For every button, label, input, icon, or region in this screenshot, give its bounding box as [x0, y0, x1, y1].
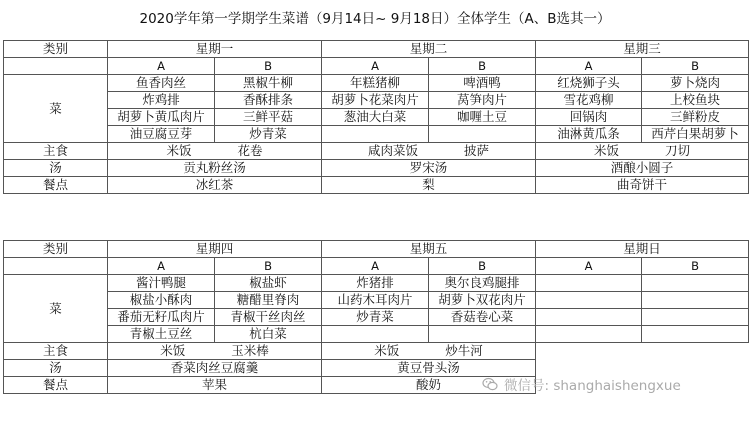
dish-cell: 炒青菜 [215, 126, 322, 143]
dish-cell: 年糕猪柳 [322, 75, 429, 92]
day-header-tuesday: 星期二 [322, 41, 536, 58]
dish-cell: 黑椒牛柳 [215, 75, 322, 92]
dish-cell [536, 326, 642, 343]
option-b-header: B [215, 58, 322, 75]
wechat-icon [482, 376, 498, 392]
dish-cell: 萝卜烧肉 [642, 75, 749, 92]
category-header: 类别 [4, 41, 108, 58]
dish-cell: 山药木耳肉片 [322, 292, 429, 309]
dish-cell: 青椒土豆丝 [108, 326, 215, 343]
option-a-header: A [322, 258, 429, 275]
dish-cell: 三鲜粉皮 [642, 109, 749, 126]
snack-cell: 曲奇饼干 [536, 177, 749, 194]
snack-cell: 苹果 [108, 377, 322, 394]
category-header: 类别 [4, 241, 108, 258]
dish-cell: 西芹白果胡萝卜 [642, 126, 749, 143]
staple-category-label: 主食 [4, 143, 108, 160]
dish-cell: 油淋黄瓜条 [536, 126, 642, 143]
option-a-header: A [322, 58, 429, 75]
staple-item: 炒牛河 [445, 343, 483, 358]
dish-cell: 胡萝卜花菜肉片 [322, 92, 429, 109]
menu-table-thu-sun [3, 240, 749, 394]
snack-row [4, 177, 749, 194]
category-blank-cell [4, 58, 108, 75]
dish-row [4, 292, 749, 309]
category-blank-cell [4, 258, 108, 275]
menu-title: 2020学年第一学期学生菜谱（9月14日~ 9月18日）全体学生（A、B选其一） [139, 11, 611, 27]
day-header-sunday: 星期日 [536, 241, 749, 258]
soup-category-label: 汤 [4, 360, 108, 377]
option-a-header: A [108, 58, 215, 75]
day-header-monday: 星期一 [108, 41, 322, 58]
dish-cell: 回锅肉 [536, 109, 642, 126]
dish-cell [536, 275, 642, 292]
dish-row [4, 326, 749, 343]
dish-cell: 椒盐虾 [215, 275, 322, 292]
menu-table-mon-wed [3, 40, 749, 194]
staple-item: 刀切 [665, 143, 691, 158]
ab-header-row [4, 258, 749, 275]
dish-cell: 炒青菜 [322, 309, 429, 326]
watermark-text: 微信号: shanghaishengxue [504, 378, 681, 394]
staple-row [4, 143, 749, 160]
staple-item: 米饭 [374, 343, 400, 358]
dish-cell: 香酥排条 [215, 92, 322, 109]
option-a-header: A [108, 258, 215, 275]
staple-row [4, 343, 749, 360]
dishes-category-label: 菜 [4, 275, 108, 343]
option-b-header: B [642, 258, 749, 275]
dish-cell: 香菇卷心菜 [429, 309, 536, 326]
dish-cell: 啤酒鸭 [429, 75, 536, 92]
day-header-wednesday: 星期三 [536, 41, 749, 58]
snack-cell: 梨 [322, 177, 536, 194]
snack-cell: 酸奶 [322, 377, 536, 394]
dish-cell: 雪花鸡柳 [536, 92, 642, 109]
dish-cell [322, 326, 429, 343]
dish-row [4, 75, 749, 92]
wechat-watermark [482, 374, 681, 394]
dish-cell: 酱汁鸭腿 [108, 275, 215, 292]
dish-cell: 红烧狮子头 [536, 75, 642, 92]
dish-cell: 胡萝卜双花肉片 [429, 292, 536, 309]
staple-cell-tuesday [322, 143, 536, 160]
snack-category-label: 餐点 [4, 177, 108, 194]
snack-category-label: 餐点 [4, 377, 108, 394]
soup-cell: 香菜肉丝豆腐羹 [108, 360, 322, 377]
option-a-header: A [536, 258, 642, 275]
dishes-category-label: 菜 [4, 75, 108, 143]
staple-item: 披萨 [464, 143, 490, 158]
staple-item: 米饭 [166, 143, 192, 158]
option-a-header: A [536, 58, 642, 75]
dish-cell: 莴笋肉片 [429, 92, 536, 109]
dish-cell [642, 309, 749, 326]
staple-cell-thursday [108, 343, 322, 360]
soup-cell: 罗宋汤 [322, 160, 536, 177]
dish-cell: 奥尔良鸡腿排 [429, 275, 536, 292]
dish-cell: 鱼香肉丝 [108, 75, 215, 92]
staple-item: 玉米棒 [231, 343, 269, 358]
day-header-thursday: 星期四 [108, 241, 322, 258]
option-b-header: B [215, 258, 322, 275]
day-header-row [4, 241, 749, 258]
empty-cell [536, 343, 749, 360]
dish-cell [642, 326, 749, 343]
dish-cell [642, 275, 749, 292]
staple-item: 米饭 [594, 143, 620, 158]
staple-item: 米饭 [160, 343, 186, 358]
dish-cell: 油豆腐豆芽 [108, 126, 215, 143]
staple-category-label: 主食 [4, 343, 108, 360]
dish-cell: 上校鱼块 [642, 92, 749, 109]
dish-row [4, 309, 749, 326]
dish-cell [642, 292, 749, 309]
dish-cell [429, 126, 536, 143]
soup-row [4, 160, 749, 177]
snack-cell: 冰红茶 [108, 177, 322, 194]
staple-item: 咸肉菜饭 [368, 143, 419, 158]
dish-row [4, 275, 749, 292]
dish-cell: 番茄无籽瓜肉片 [108, 309, 215, 326]
dish-row [4, 109, 749, 126]
dish-row [4, 92, 749, 109]
soup-cell: 黄豆骨头汤 [322, 360, 536, 377]
staple-cell-friday [322, 343, 536, 360]
staple-cell-monday [108, 143, 322, 160]
dish-cell [536, 309, 642, 326]
dish-cell: 胡萝卜黄瓜肉片 [108, 109, 215, 126]
dish-cell [429, 326, 536, 343]
dish-cell: 咖喱土豆 [429, 109, 536, 126]
dish-cell [536, 292, 642, 309]
day-header-friday: 星期五 [322, 241, 536, 258]
day-header-row [4, 41, 749, 58]
staple-cell-wednesday [536, 143, 749, 160]
dish-cell: 炸猪排 [322, 275, 429, 292]
option-b-header: B [429, 258, 536, 275]
soup-category-label: 汤 [4, 160, 108, 177]
dish-row [4, 126, 749, 143]
dish-cell: 炸鸡排 [108, 92, 215, 109]
dish-cell: 杭白菜 [215, 326, 322, 343]
dish-cell: 三鲜平菇 [215, 109, 322, 126]
staple-item: 花卷 [237, 143, 263, 158]
dish-cell: 葱油大白菜 [322, 109, 429, 126]
dish-cell: 青椒干丝肉丝 [215, 309, 322, 326]
option-b-header: B [429, 58, 536, 75]
dish-cell: 椒盐小酥肉 [108, 292, 215, 309]
ab-header-row [4, 58, 749, 75]
soup-cell: 贡丸粉丝汤 [108, 160, 322, 177]
dish-cell: 糖醋里脊肉 [215, 292, 322, 309]
soup-cell: 酒酿小圆子 [536, 160, 749, 177]
option-b-header: B [642, 58, 749, 75]
dish-cell [322, 126, 429, 143]
